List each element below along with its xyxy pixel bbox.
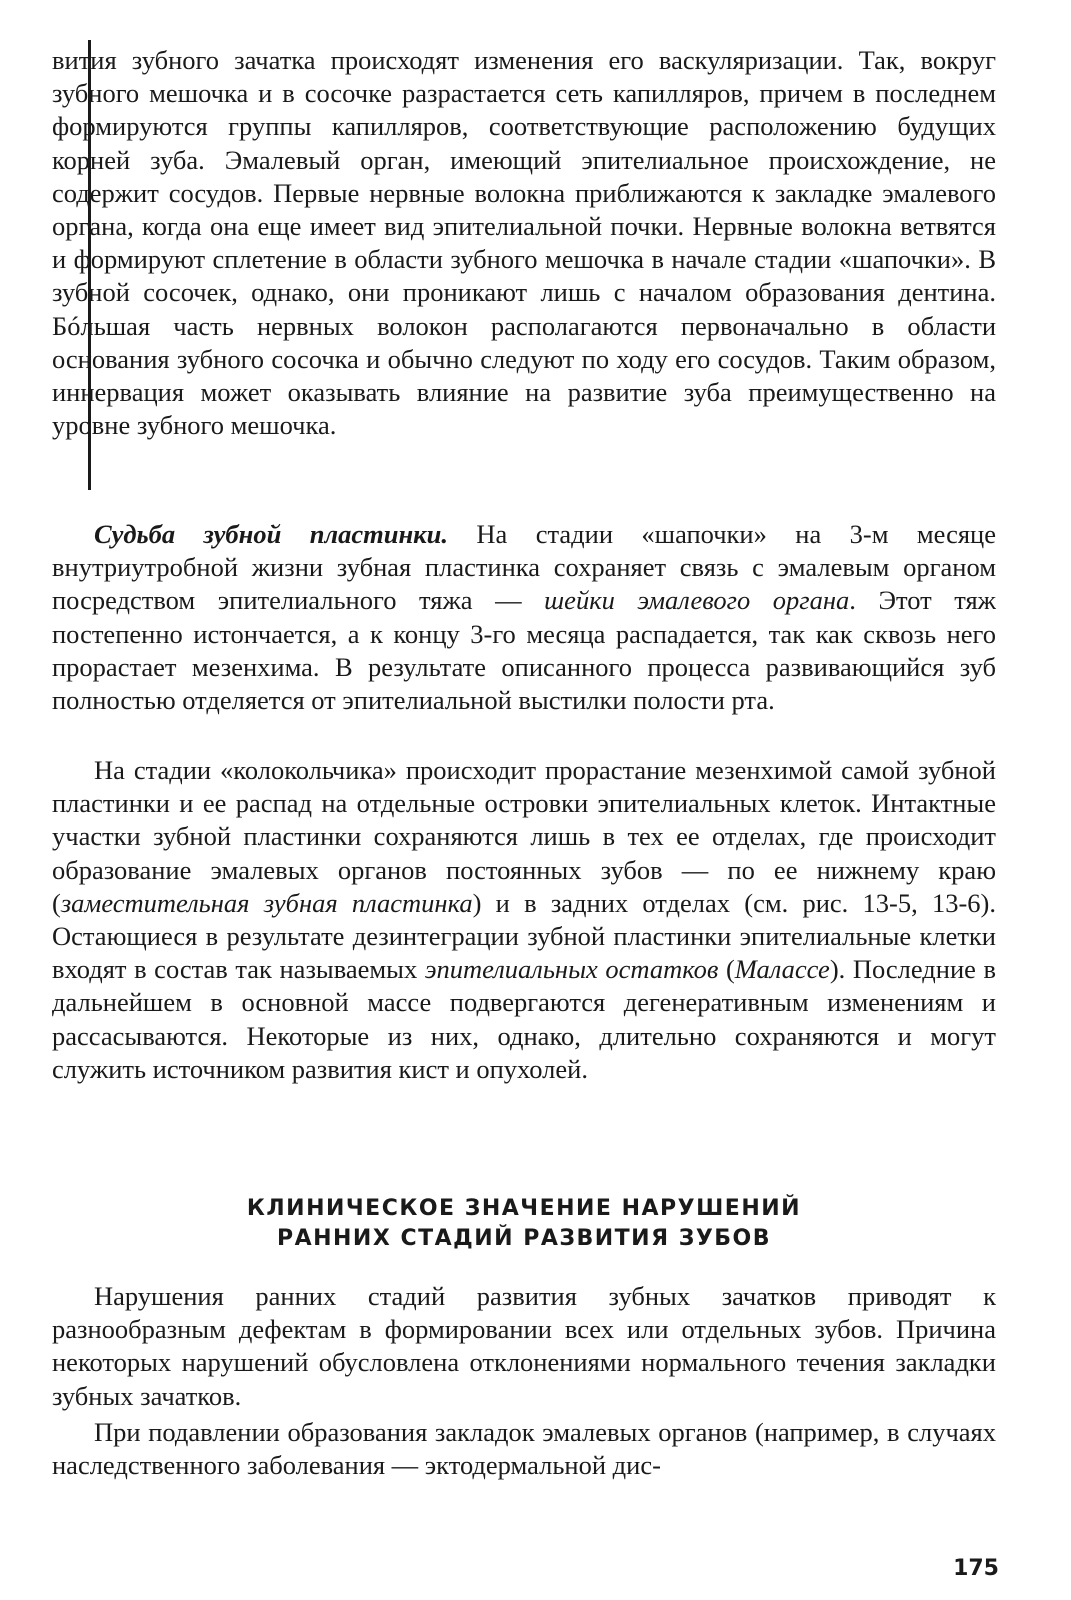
text-run: . Этот тяж постепенно истончается, а к концу 3-го месяца распадается, так как сквозь него прорастает мезенхима. В результате описанного процесса развивающийся зуб полностью отделяется от эпителиальной выстилки полости рта.	[52, 585, 996, 716]
section-heading-line-2: РАННИХ СТАДИЙ РАЗВИТИЯ ЗУБОВ	[276, 1226, 772, 1251]
text-run: На стадии «колокольчика» происходит прорастание мезенхимой самой зубной пластинки и ее распад на отдельные островки эпителиальных клеток. Интактные участки зубной пластинки сохраняются лишь в тех ее отделах, где происходит образование эмалевых органов постоянных зубов — по ее нижнему краю (	[52, 755, 996, 918]
italic-term: шейки эмалевого органа	[544, 585, 850, 616]
paragraph-bell-stage	[52, 754, 996, 1086]
paragraph-vascularization: вития зубного зачатка происходят изменения его васкуляризации. Так, вокруг зубного мешочка и в сосочке разрастается сеть капилляров, причем в последнем формируются группы капилляров, соответствующие расположению будущих корней зуба. Эмалевый орган, имеющий эпителиальное происхождение, не содержит сосудов. Первые нервные волокна приближаются к закладке эмалевого органа, когда она еще имеет вид эпителиальной почки. Нервные волокна ветвятся и формируют сплетение в области зубного мешочка в начале стадии «шапочки». В зубной сосочек, однако, они проникают лишь с началом образования дентина. Бóльшая часть нервных волокон располагаются первоначально в области основания зубного сосочка и обычно следуют по ходу его сосудов. Таким образом, иннервация может оказывать влияние на развитие зуба преимущественно на уровне зубного мешочка.	[52, 45, 996, 441]
italic-term: заместительная зубная пластинка	[60, 887, 473, 918]
text-run: (	[718, 954, 735, 985]
paragraph-dental-lamina-fate	[52, 518, 996, 717]
paragraph-early-disorders: Нарушения ранних стадий развития зубных зачатков приводят к разнообразным дефектам в формировании всех или отдельных зубов. Причина некоторых нарушений обусловлена отклонениями нормального течения закладки зубных зачатков.	[52, 1281, 996, 1411]
italic-term: Малассе	[734, 954, 830, 985]
text-run: ). Последние в дальнейшем в основной массе подвергаются дегенеративным изменениям и рассасываются. Некоторые из них, однако, длительно сохраняются и могут служить источником развития кист и опухолей.	[52, 954, 997, 1084]
run-in-heading: Судьба зубной пластинки.	[94, 519, 448, 549]
page-number: 175	[953, 1556, 999, 1581]
paragraph-suppression: При подавлении образования закладок эмалевых органов (например, в случаях наследственного заболевания — эктодермальной дис-	[52, 1417, 996, 1481]
italic-term: эпителиальных остатков	[424, 954, 719, 985]
text-run: На стадии «шапочки» на 3-м месяце внутриутробной жизни зубная пластинка сохраняет связь с эмалевым органом посредством эпителиального тяжа —	[52, 519, 996, 616]
text-run: ) и в задних отделах (см. рис. 13-5, 13-6). Остающиеся в результате дезинтеграции зубной пластинки эпителиальные клетки входят в состав так называемых	[52, 887, 996, 985]
section-heading-line-1: КЛИНИЧЕСКОЕ ЗНАЧЕНИЕ НАРУШЕНИЙ	[246, 1196, 802, 1221]
